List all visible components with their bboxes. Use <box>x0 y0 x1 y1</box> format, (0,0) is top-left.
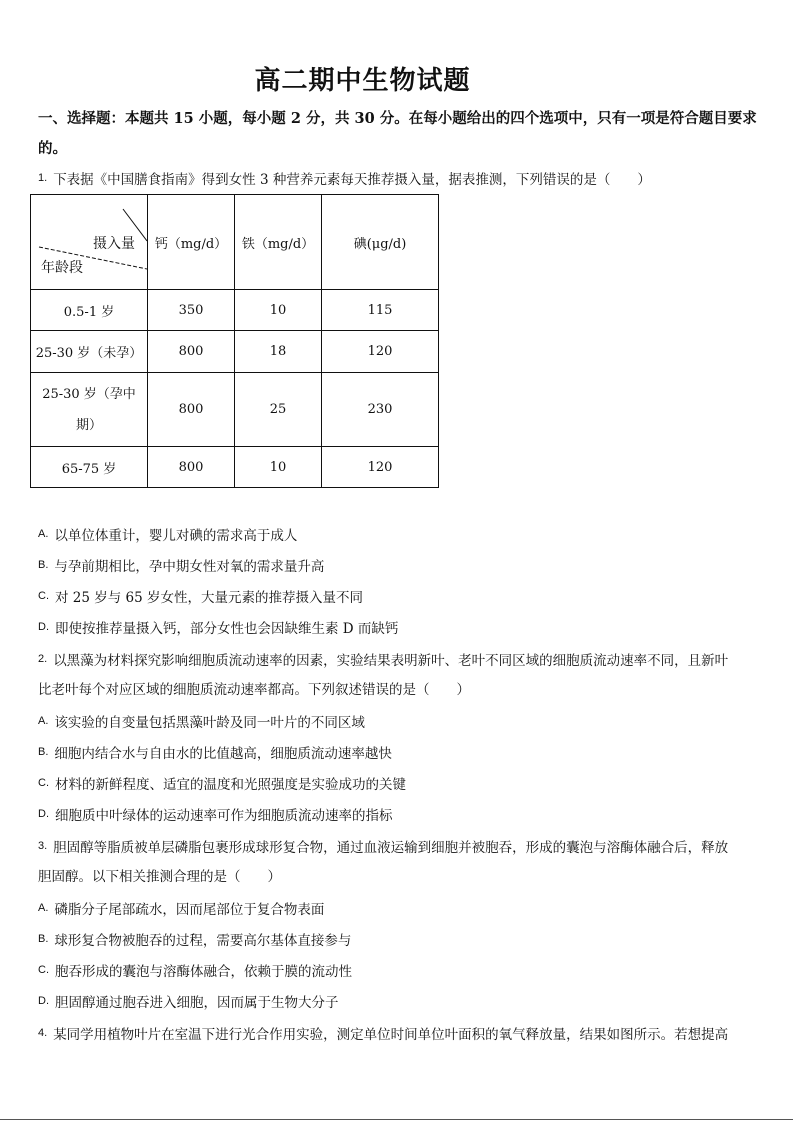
table-row <box>31 290 439 331</box>
column-header: 碘(μg/d) <box>322 195 439 290</box>
nutrition-table <box>30 194 439 488</box>
option-a: $^{A.}$ 以单位体重计，婴儿对碘的需求高于成人 <box>38 528 298 544</box>
section-heading: 一、选择题：本题共 15 小题，每小题 2 分，共 30 分。在每小题给出的四个选项中，只有一项是符合题目要求的。 <box>38 110 757 157</box>
column-header: 钙（mg/d） <box>148 195 235 290</box>
table-cell: 10 <box>235 447 322 488</box>
page-bottom-rule <box>0 1119 793 1120</box>
column-header: 铁（mg/d） <box>235 195 322 290</box>
table-cell: 120 <box>322 331 439 373</box>
option-c: $^{C.}$ 材料的新鲜程度、适宜的温度和光照强度是实验成功的关键 <box>38 777 406 793</box>
table-cell: 230 <box>322 373 439 447</box>
table-cell: 10 <box>235 290 322 331</box>
row-age: 25-30 岁（未孕） <box>31 331 148 373</box>
table-cell: 120 <box>322 447 439 488</box>
question-2-stem: $^{2.}$ 以黑藻为材料探究影响细胞质流动速率的因素，实验结果表明新叶、老叶不同区域的细胞质流动速率不同，且新叶 <box>38 653 729 669</box>
table-cell: 800 <box>148 447 235 488</box>
row-age: 25-30 岁（孕中期） <box>31 373 148 447</box>
table-row <box>31 447 439 488</box>
option-b: $^{B.}$ 与孕前期相比，孕中期女性对氧的需求量升高 <box>38 559 325 575</box>
option-b: $^{B.}$ 球形复合物被胞吞的过程，需要高尔基体直接参与 <box>38 933 352 949</box>
question-3-stem: $^{3.}$ 胆固醇等脂质被单层磷脂包裹形成球形复合物，通过血液运输到细胞并被胞吞，形成的囊泡与溶酶体融合后，释放 <box>38 840 729 856</box>
question-1-stem: $^{1.}$ 下表据《中国膳食指南》得到女性 3 种营养元素每天推荐摄入量，据表推测，下列错误的是（ ） <box>38 172 651 188</box>
option-b: $^{B.}$ 细胞内结合水与自由水的比值越高，细胞质流动速率越快 <box>38 746 392 762</box>
question-4-stem: $^{4.}$ 某同学用植物叶片在室温下进行光合作用实验，测定单位时间单位叶面积的氧气释放量，结果如图所示。若想提高 <box>38 1027 729 1043</box>
table-cell: 800 <box>148 331 235 373</box>
question-2-stem-cont: 比老叶每个对应区域的细胞质流动速率都高。下列叙述错误的是（ ） <box>38 682 470 698</box>
page-title: 高二期中生物试题 <box>254 66 471 96</box>
row-age: 0.5-1 岁 <box>31 290 148 331</box>
option-d: $^{D.}$ 即使按推荐量摄入钙，部分女性也会因缺维生素 D 而缺钙 <box>38 621 399 637</box>
table-cell: 18 <box>235 331 322 373</box>
table-row <box>31 373 439 447</box>
option-a: $^{A.}$ 磷脂分子尾部疏水，因而尾部位于复合物表面 <box>38 902 325 918</box>
option-d: $^{D.}$ 胆固醇通过胞吞进入细胞，因而属于生物大分子 <box>38 995 339 1011</box>
table-row <box>31 331 439 373</box>
row-age: 65-75 岁 <box>31 447 148 488</box>
table-diagonal-header <box>31 195 148 290</box>
table-cell: 800 <box>148 373 235 447</box>
question-number: 1. <box>38 172 48 184</box>
table-cell: 350 <box>148 290 235 331</box>
option-a: $^{A.}$ 该实验的自变量包括黑藻叶龄及同一叶片的不同区域 <box>38 715 365 731</box>
option-c: $^{C.}$ 对 25 岁与 65 岁女性，大量元素的推荐摄入量不同 <box>38 590 364 606</box>
table-cell: 115 <box>322 290 439 331</box>
question-3-stem-cont: 胆固醇。以下相关推测合理的是（ ） <box>38 869 281 885</box>
option-d: $^{D.}$ 细胞质中叶绿体的运动速率可作为细胞质流动速率的指标 <box>38 808 393 824</box>
header-age-label: 年龄段 <box>41 260 83 276</box>
header-intake-label: 摄入量 <box>93 236 135 252</box>
table-cell: 25 <box>235 373 322 447</box>
option-c: $^{C.}$ 胞吞形成的囊泡与溶酶体融合，依赖于膜的流动性 <box>38 964 352 980</box>
